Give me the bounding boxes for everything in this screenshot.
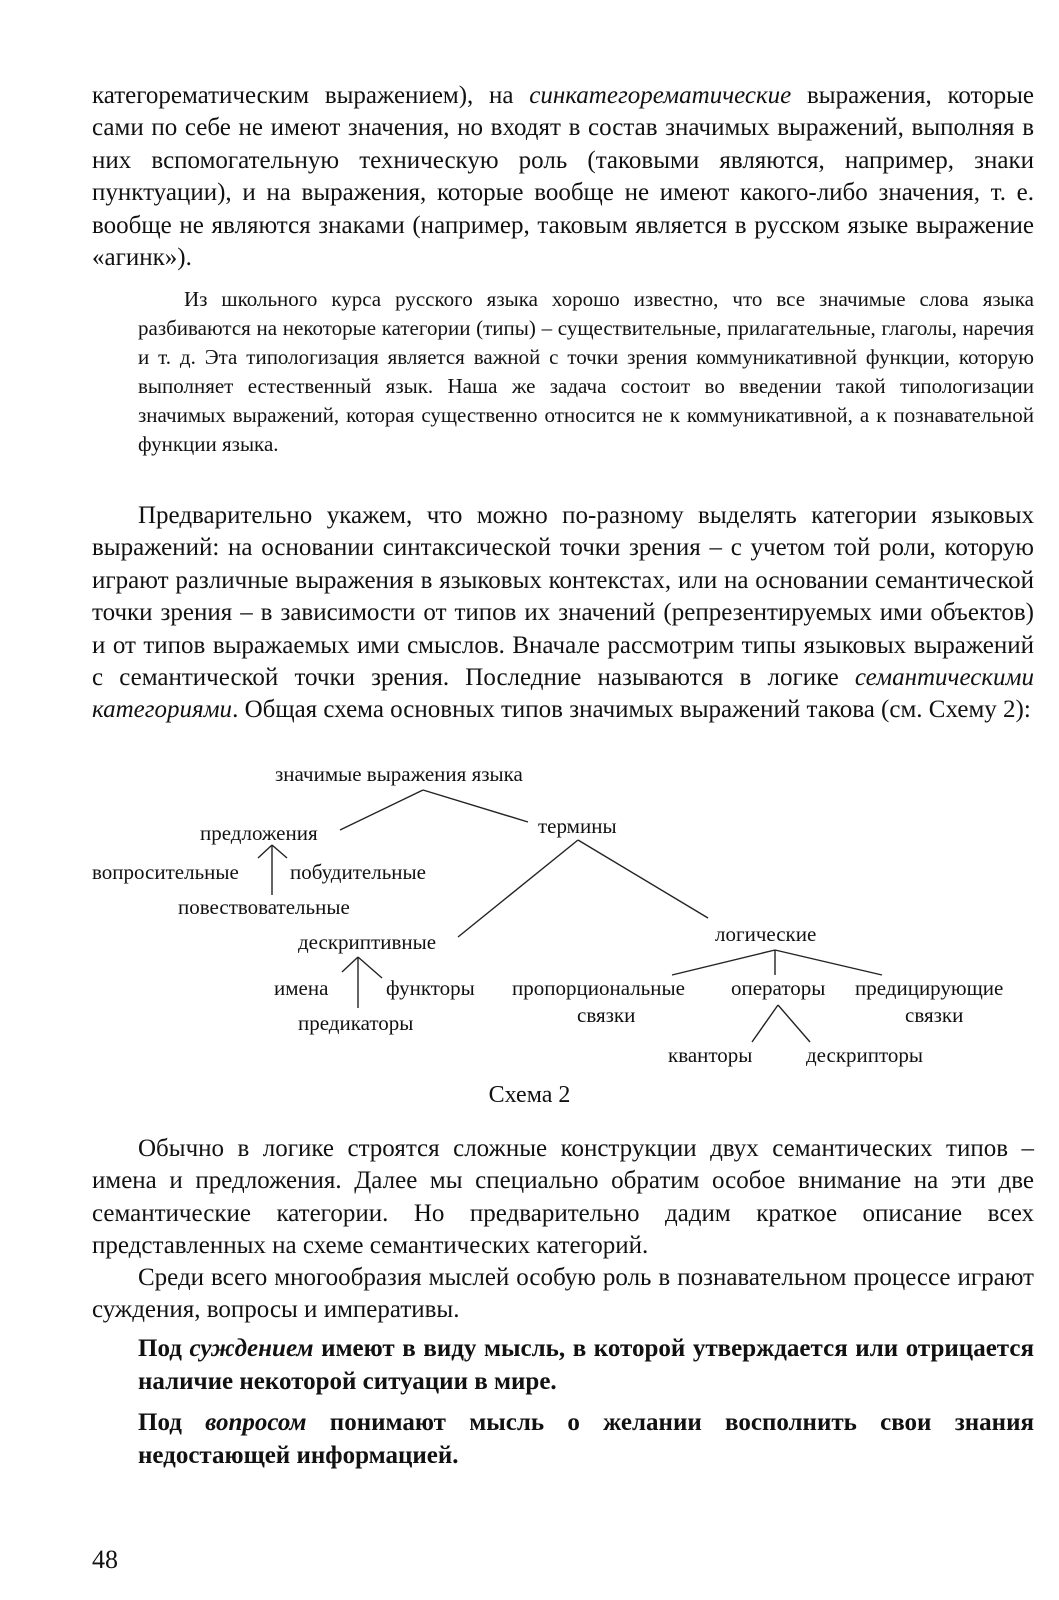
node-imperative: побудительные [290, 860, 426, 884]
node-names: имена [274, 976, 329, 1000]
edge-logical-predicating [775, 950, 882, 975]
definition-question: Под вопросом понимают мысль о желании восполнить свои знания недостающей информацией. [138, 1409, 1034, 1469]
page-number: 48 [92, 1545, 118, 1574]
intro-paragraph: категорематическим выражением), на синкатегорематические выражения, которые сами по себе не имеют значения, но входят в состав значимых выражений, выполняя в них вспомогательную техническую роль (таковыми являются, например, знаки пунктуации), и на выражения, которые вообще не имеют какого-либо значения, т. е. вообще не являются знаками (например, таковым является в русском языке выражение «агинк»). [92, 82, 1034, 272]
node-operators: операторы [731, 976, 826, 1000]
term-syncategorematic: синкатегорематические [529, 82, 792, 109]
node-interrogative: вопросительные [92, 860, 239, 884]
edge-terms-descriptive [458, 840, 578, 937]
thoughts-paragraph: Среди всего многообразия мыслей особую роль в познавательном процессе играют суждения, вопросы и императивы. [92, 1264, 1034, 1324]
edge-logical-propositional [672, 950, 775, 975]
term-semantic-categories: семантическими категориями [92, 664, 1034, 724]
node-terms: термины [538, 814, 617, 838]
term-question: вопросом [205, 1409, 307, 1436]
node-logical: логические [715, 922, 817, 946]
node-predicating-connectives: предицирующие [855, 976, 1004, 1000]
schema-caption: Схема 2 [488, 1082, 571, 1108]
categories-paragraph: Предварительно укажем, что можно по-разному выделять категории языковых выражений: на основании синтаксической точки зрения – с учетом той роли, которую играют различные выражения в языковых контекстах, или на основании семантической точки зрения – в зависимости от типов их значений (репрезентируемых ими объектов) и от типов выражаемых ими смыслов. Вначале рассмотрим типы языковых выражений с семантической точки зрения. Последние называются в логике семантическими категориями. Общая схема основных типов значимых выражений такова (см. Схему 2): [92, 502, 1034, 724]
node-predicators: предикаторы [298, 1011, 414, 1035]
edge-terms-logical [578, 840, 708, 918]
node-quantifiers: кванторы [668, 1043, 753, 1067]
types-paragraph: Обычно в логике строятся сложные конструкции двух семантических типов – имена и предложения. Далее мы специально обратим особое внимание на эти две семантические категории. Но предварительно дадим краткое описание всех представленных на схеме семантических категорий. [92, 1135, 1034, 1260]
edge-sentences-imperative [272, 845, 287, 858]
edge-operators-descriptors [778, 1005, 810, 1042]
edge-root-terms [423, 790, 528, 822]
edge-operators-quantifiers [752, 1005, 778, 1042]
edge-descriptive-functors [358, 957, 382, 978]
edge-root-sentences [340, 790, 423, 830]
node-descriptors: дескрипторы [806, 1043, 924, 1067]
edge-sentences-interrogative [258, 845, 272, 858]
note-paragraph: Из школьного курса русского языка хорошо известно, что все значимые слова языка разбиваются на некоторые категории (типы) – существительные, прилагательные, глаголы, наречия и т. д. Эта типологизация является важной с точки зрения коммуникативной функции, которую выполняет естественный язык. Наша же задача состоит во введении такой типологизации значимых выражений, которая существенно относится не к коммуникативной, а к познавательной функции языка. [138, 287, 1034, 456]
node-root: значимые выражения языка [275, 762, 523, 786]
node-descriptive: дескриптивные [298, 930, 437, 954]
node-narrative: повествовательные [178, 895, 350, 919]
term-judgment: суждением [189, 1335, 314, 1362]
node-propositional-connectives-line2: связки [577, 1003, 636, 1027]
definition-judgment: Под суждением имеют в виду мысль, в которой утверждается или отрицается наличие некоторой ситуации в мире. [138, 1335, 1034, 1395]
node-predicating-connectives-line2: связки [905, 1003, 964, 1027]
node-sentences: предложения [200, 821, 318, 845]
node-functors: функторы [386, 976, 475, 1000]
node-propositional-connectives: пропорциональные [512, 976, 685, 1000]
edge-descriptive-names [342, 957, 358, 972]
